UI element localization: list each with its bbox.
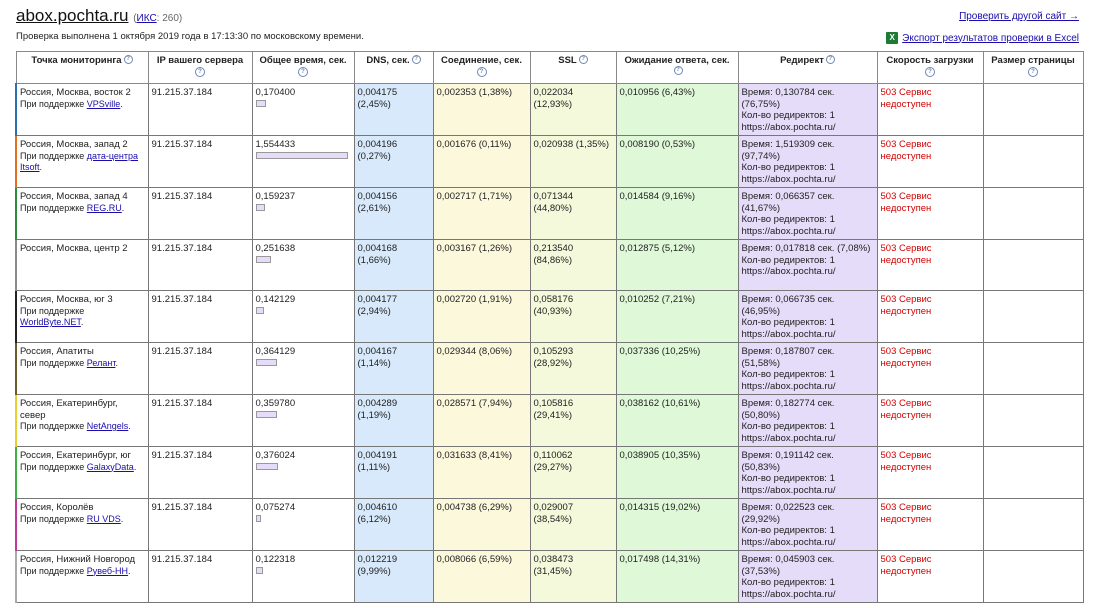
speed-cell: 503 Сервис недоступен	[877, 395, 983, 447]
sponsor-line: При поддержке WorldByte.NET.	[20, 305, 85, 327]
redirect-time: Время: 0,017818 сек. (7,08%)	[741, 243, 871, 254]
ip-cell: 91.215.37.184	[148, 551, 252, 603]
table-row	[16, 499, 1083, 551]
redirect-time: Время: 0,182774 сек. (50,80%)	[741, 398, 835, 421]
redirect-time: Время: 0,187807 сек. (51,58%)	[741, 346, 835, 369]
total-time-cell	[252, 240, 354, 291]
sponsor-link[interactable]: VPSville	[86, 98, 121, 109]
domain-link[interactable]: abox.pochta.ru	[16, 6, 129, 25]
redirect-count: Кол-во редиректов: 1	[741, 162, 835, 173]
monitoring-point-cell	[16, 291, 148, 343]
table-row	[16, 343, 1083, 395]
th-wait: Ожидание ответа, сек.?	[616, 52, 738, 84]
redirect-cell	[738, 395, 877, 447]
check-info: Проверка выполнена 1 октября 2019 года в 17:13:30 по московскому времени.	[16, 31, 364, 42]
sponsor-line: При поддержке VPSville.	[20, 98, 123, 109]
total-time-cell	[252, 447, 354, 499]
table-row	[16, 136, 1083, 188]
sponsor-line: При поддержке Релант.	[20, 357, 118, 368]
sponsor-link[interactable]: Рувеб-НН	[86, 565, 129, 576]
total-time-value: 0,122318	[255, 554, 296, 565]
ip-cell: 91.215.37.184	[148, 395, 252, 447]
total-time-value: 0,364129	[255, 346, 296, 357]
site-title	[16, 6, 182, 26]
sponsor-line: При поддержке дата-центра Itsoft.	[20, 150, 139, 172]
size-cell	[983, 499, 1083, 551]
monitoring-point-cell	[16, 499, 148, 551]
redirect-url: https://abox.pochta.ru/	[741, 588, 836, 600]
total-time-cell	[252, 499, 354, 551]
connection-cell: 0,029344 (8,06%)	[433, 343, 530, 395]
help-icon[interactable]: ?	[674, 66, 683, 75]
total-time-bar	[256, 307, 264, 314]
iks-value: : 260	[156, 13, 179, 24]
ssl-cell: 0,105816 (29,41%)	[530, 395, 616, 447]
ip-cell: 91.215.37.184	[148, 343, 252, 395]
sponsor-link[interactable]: Релант	[86, 357, 116, 368]
redirect-count: Кол-во редиректов: 1	[741, 473, 835, 484]
location-text: Россия, Москва, центр 2	[20, 243, 128, 254]
total-time-value: 0,251638	[255, 243, 296, 254]
redirect-time: Время: 0,045903 сек. (37,53%)	[741, 554, 835, 577]
ip-cell: 91.215.37.184	[148, 84, 252, 136]
results-body	[16, 84, 1083, 603]
redirect-url: https://abox.pochta.ru/	[741, 484, 836, 496]
wait-cell: 0,017498 (14,31%)	[616, 551, 738, 603]
export-block	[886, 32, 1079, 44]
help-icon[interactable]: ?	[826, 55, 835, 64]
table-row	[16, 84, 1083, 136]
total-time-bar	[256, 359, 277, 366]
ssl-cell: 0,029007 (38,54%)	[530, 499, 616, 551]
table-row	[16, 291, 1083, 343]
redirect-count: Кол-во редиректов: 1	[741, 214, 835, 225]
th-ip: IP вашего сервера ?	[148, 52, 252, 84]
speed-cell: 503 Сервис недоступен	[877, 499, 983, 551]
connection-cell: 0,028571 (7,94%)	[433, 395, 530, 447]
help-icon[interactable]: ?	[925, 67, 935, 77]
size-cell	[983, 447, 1083, 499]
connection-cell: 0,008066 (6,59%)	[433, 551, 530, 603]
total-time-bar	[256, 567, 263, 574]
total-time-bar	[256, 515, 261, 522]
ssl-cell: 0,105293 (28,92%)	[530, 343, 616, 395]
total-time-value: 0,170400	[255, 87, 296, 98]
sponsor-line: При поддержке Рувеб-НН.	[20, 565, 131, 576]
monitoring-point-cell	[16, 395, 148, 447]
total-time-value: 0,376024	[255, 450, 296, 461]
sponsor-line: При поддержке RU VDS.	[20, 513, 124, 524]
redirect-count: Кол-во редиректов: 1	[741, 317, 835, 328]
wait-cell: 0,038905 (10,35%)	[616, 447, 738, 499]
ssl-cell: 0,071344 (44,80%)	[530, 188, 616, 240]
export-excel-link[interactable]: Экспорт результатов проверки в Excel	[902, 32, 1079, 44]
redirect-url: https://abox.pochta.ru/	[741, 266, 836, 277]
connection-cell: 0,002717 (1,71%)	[433, 188, 530, 240]
total-time-cell	[252, 136, 354, 188]
monitoring-point-cell	[16, 240, 148, 291]
size-cell	[983, 84, 1083, 136]
sponsor-link[interactable]: WorldByte.NET	[20, 317, 81, 327]
redirect-time: Время: 0,191142 сек. (50,83%)	[741, 450, 834, 473]
location-text: Россия, Королёв	[20, 502, 94, 513]
redirect-cell	[738, 499, 877, 551]
total-time-bar	[256, 204, 265, 211]
table-row	[16, 188, 1083, 240]
ip-cell: 91.215.37.184	[148, 499, 252, 551]
ssl-cell: 0,058176 (40,93%)	[530, 291, 616, 343]
connection-cell: 0,002353 (1,38%)	[433, 84, 530, 136]
redirect-cell	[738, 188, 877, 240]
speed-cell: 503 Сервис недоступен	[877, 447, 983, 499]
wait-cell: 0,037336 (10,25%)	[616, 343, 738, 395]
dns-cell: 0,004175 (2,45%)	[354, 84, 433, 136]
redirect-time: Время: 1,519309 сек. (97,74%)	[741, 139, 835, 162]
speed-cell: 503 Сервис недоступен	[877, 291, 983, 343]
sponsor-line: При поддержке GalaxyData.	[20, 461, 137, 472]
th-point: Точка мониторинга ?	[16, 52, 148, 84]
table-row	[16, 240, 1083, 291]
excel-icon[interactable]: X	[886, 32, 898, 44]
total-time-value: 0,142129	[255, 294, 296, 305]
size-cell	[983, 136, 1083, 188]
sponsor-link[interactable]: GalaxyData	[86, 461, 134, 472]
connection-cell: 0,001676 (0,11%)	[433, 136, 530, 188]
speed-cell: 503 Сервис недоступен	[877, 240, 983, 291]
help-icon[interactable]: ?	[195, 67, 205, 77]
dns-cell: 0,004167 (1,14%)	[354, 343, 433, 395]
total-time-bar	[256, 411, 277, 418]
wait-cell: 0,010956 (6,43%)	[616, 84, 738, 136]
redirect-cell	[738, 447, 877, 499]
wait-cell: 0,012875 (5,12%)	[616, 240, 738, 291]
size-cell	[983, 240, 1083, 291]
monitoring-point-cell	[16, 551, 148, 603]
help-icon[interactable]: ?	[124, 55, 133, 64]
speed-cell: 503 Сервис недоступен	[877, 343, 983, 395]
sponsor-line: При поддержке REG.RU.	[20, 202, 125, 213]
speed-cell: 503 Сервис недоступен	[877, 84, 983, 136]
monitoring-point-cell	[16, 188, 148, 240]
check-other-site-link[interactable]: Проверить другой сайт →	[959, 11, 1079, 22]
speed-cell: 503 Сервис недоступен	[877, 136, 983, 188]
redirect-count: Кол-во редиректов: 1	[741, 369, 835, 380]
redirect-count: Кол-во редиректов: 1	[741, 577, 835, 588]
sponsor-link[interactable]: REG.RU	[86, 202, 122, 213]
dns-cell: 0,004610 (6,12%)	[354, 499, 433, 551]
dns-cell: 0,004156 (2,61%)	[354, 188, 433, 240]
redirect-cell	[738, 291, 877, 343]
total-time-cell	[252, 551, 354, 603]
connection-cell: 0,031633 (8,41%)	[433, 447, 530, 499]
iks-link[interactable]: ИКС	[136, 13, 157, 24]
total-time-cell	[252, 188, 354, 240]
location-text: Россия, Екатеринбург, юг	[20, 450, 131, 461]
th-speed: Скорость загрузки ?	[877, 52, 983, 84]
sponsor-link[interactable]: дата-центра Itsoft	[20, 150, 139, 172]
total-time-cell	[252, 343, 354, 395]
total-time-value: 0,075274	[255, 502, 296, 513]
size-cell	[983, 291, 1083, 343]
ip-cell: 91.215.37.184	[148, 291, 252, 343]
dns-cell: 0,004177 (2,94%)	[354, 291, 433, 343]
ssl-cell: 0,213540 (84,86%)	[530, 240, 616, 291]
total-time-cell	[252, 395, 354, 447]
th-total: Общее время, сек. ?	[252, 52, 354, 84]
help-icon[interactable]: ?	[412, 55, 421, 64]
wait-cell: 0,038162 (10,61%)	[616, 395, 738, 447]
dns-cell: 0,012219 (9,99%)	[354, 551, 433, 603]
redirect-cell	[738, 136, 877, 188]
redirect-url: https://abox.pochta.ru/	[741, 328, 836, 340]
total-time-bar	[256, 152, 348, 159]
speed-cell: 503 Сервис недоступен	[877, 551, 983, 603]
location-text: Россия, Екатеринбург, север	[20, 398, 118, 421]
ssl-cell: 0,020938 (1,35%)	[530, 136, 616, 188]
table-row	[16, 551, 1083, 603]
help-icon[interactable]: ?	[477, 67, 487, 77]
total-time-cell	[252, 84, 354, 136]
total-time-value: 1,554433	[255, 139, 296, 150]
location-text: Россия, Москва, восток 2	[20, 87, 131, 98]
ip-cell: 91.215.37.184	[148, 136, 252, 188]
iks-info: (ИКС: 260)	[133, 13, 183, 24]
redirect-url: https://abox.pochta.ru/	[741, 432, 836, 444]
redirect-time: Время: 0,022523 сек. (29,92%)	[741, 502, 835, 525]
th-ssl: SSL ?	[530, 52, 616, 84]
redirect-count: Кол-во редиректов: 1	[741, 110, 835, 121]
ip-cell: 91.215.37.184	[148, 447, 252, 499]
redirect-url: https://abox.pochta.ru/	[741, 173, 836, 185]
help-icon[interactable]: ?	[298, 67, 308, 77]
total-time-bar	[256, 100, 266, 107]
table-row	[16, 447, 1083, 499]
size-cell	[983, 343, 1083, 395]
redirect-cell	[738, 240, 877, 291]
total-time-cell	[252, 291, 354, 343]
total-time-bar	[256, 463, 278, 470]
redirect-url: https://abox.pochta.ru/	[741, 536, 836, 548]
dns-cell: 0,004191 (1,11%)	[354, 447, 433, 499]
redirect-cell	[738, 84, 877, 136]
wait-cell: 0,014315 (19,02%)	[616, 499, 738, 551]
redirect-time: Время: 0,066357 сек. (41,67%)	[741, 191, 835, 214]
table-header-row	[16, 52, 1083, 84]
redirect-time: Время: 0,066735 сек. (46,95%)	[741, 294, 835, 317]
wait-cell: 0,014584 (9,16%)	[616, 188, 738, 240]
size-cell	[983, 188, 1083, 240]
speed-cell: 503 Сервис недоступен	[877, 188, 983, 240]
location-text: Россия, Москва, запад 2	[20, 139, 128, 150]
redirect-cell	[738, 343, 877, 395]
table-row	[16, 395, 1083, 447]
sponsor-line: При поддержке NetAngels.	[20, 421, 131, 431]
total-time-value: 0,359780	[255, 398, 296, 409]
redirect-time: Время: 0,130784 сек. (76,75%)	[741, 87, 835, 110]
wait-cell: 0,010252 (7,21%)	[616, 291, 738, 343]
sponsor-link[interactable]: RU VDS	[86, 513, 121, 524]
dns-cell: 0,004168 (1,66%)	[354, 240, 433, 291]
monitoring-point-cell	[16, 84, 148, 136]
redirect-url: https://abox.pochta.ru/	[741, 121, 836, 133]
ip-cell: 91.215.37.184	[148, 240, 252, 291]
redirect-count: Кол-во редиректов: 1	[741, 421, 835, 432]
location-text: Россия, Нижний Новгород	[20, 554, 136, 565]
th-conn: Соединение, сек. ?	[433, 52, 530, 84]
wait-cell: 0,008190 (0,53%)	[616, 136, 738, 188]
redirect-url: https://abox.pochta.ru/	[741, 380, 836, 392]
redirect-url: https://abox.pochta.ru/	[741, 225, 836, 237]
size-cell	[983, 551, 1083, 603]
monitoring-point-cell	[16, 343, 148, 395]
monitoring-point-cell	[16, 447, 148, 499]
connection-cell: 0,003167 (1,26%)	[433, 240, 530, 291]
ip-cell: 91.215.37.184	[148, 188, 252, 240]
redirect-count: Кол-во редиректов: 1	[741, 525, 835, 536]
monitoring-point-cell	[16, 136, 148, 188]
ssl-cell: 0,022034 (12,93%)	[530, 84, 616, 136]
redirect-cell	[738, 551, 877, 603]
size-cell	[983, 395, 1083, 447]
help-icon[interactable]: ?	[579, 55, 588, 64]
location-text: Россия, Москва, запад 4	[20, 191, 128, 202]
ssl-cell: 0,038473 (31,45%)	[530, 551, 616, 603]
sponsor-link[interactable]: NetAngels	[86, 421, 129, 431]
dns-cell: 0,004196 (0,27%)	[354, 136, 433, 188]
th-size: Размер страницы ?	[983, 52, 1083, 84]
redirect-count: Кол-во редиректов: 1	[741, 254, 835, 266]
results-table	[15, 51, 1084, 603]
dns-cell: 0,004289 (1,19%)	[354, 395, 433, 447]
help-icon[interactable]: ?	[1028, 67, 1038, 77]
location-text: Россия, Москва, юг 3	[20, 294, 113, 305]
total-time-bar	[256, 256, 271, 263]
total-time-value: 0,159237	[255, 191, 296, 202]
th-dns: DNS, сек. ?	[354, 52, 433, 84]
ssl-cell: 0,110062 (29,27%)	[530, 447, 616, 499]
th-redirect: Редирект ?	[738, 52, 877, 84]
connection-cell: 0,002720 (1,91%)	[433, 291, 530, 343]
connection-cell: 0,004738 (6,29%)	[433, 499, 530, 551]
location-text: Россия, Апатиты	[20, 346, 94, 357]
